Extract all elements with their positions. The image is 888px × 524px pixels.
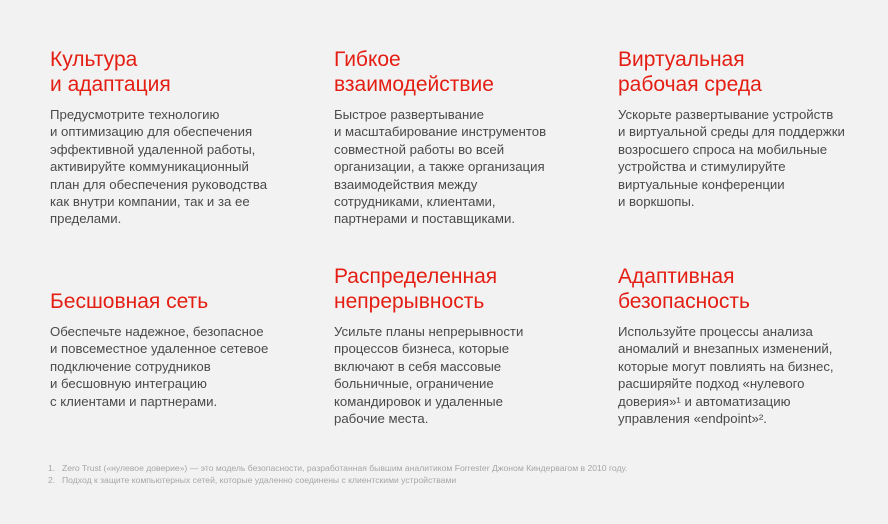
card-description: Используйте процессы анализа аномалий и внезапных изменений, которые могут повлиять на бизнес, расширяйте подход «нулевого доверия»¹ и автоматизацию управления «endpoint»². [618, 324, 834, 427]
card-description: Усильте планы непрерывности процессов бизнеса, которые включают в себя массовые больничные, ограничение командировок и удаленные рабочие места. [334, 324, 524, 427]
card-title: Культура и адаптация [50, 48, 171, 96]
card-title: Адаптивная безопасность [618, 265, 750, 313]
card-adaptive-security [618, 264, 868, 427]
card-description: Ускорьте развертывание устройств и виртуальной среды для поддержки возросшего спроса на мобильные устройства и стимулируйте виртуальные конференции и воркшопы. [618, 107, 845, 210]
card-virtual-workspace [618, 47, 868, 210]
card-title: Распределенная непрерывность [334, 265, 498, 313]
footnote-text: Подход к защите компьютерных сетей, которые удаленно соединены с клиентскими устройствами [62, 475, 457, 485]
card-title: Виртуальная рабочая среда [618, 48, 762, 96]
footnotes [48, 462, 848, 486]
card-flexible-collaboration [334, 47, 584, 228]
card-title: Бесшовная сеть [50, 290, 209, 313]
footnote-number: 1. [48, 463, 56, 473]
card-culture-adaptation [50, 47, 300, 228]
footnote-1 [48, 462, 848, 474]
card-description: Быстрое развертывание и масштабирование инструментов совместной работы во всей организации, а также организация взаимодействия между сотрудниками, клиентами, партнерами и поставщиками. [334, 107, 547, 227]
card-description: Предусмотрите технологию и оптимизацию для обеспечения эффективной удаленной работы, активируйте коммуникационный план для обеспечения руководства как внутри компании, так и за ее пределами. [50, 107, 268, 227]
card-title: Гибкое взаимодействие [334, 48, 494, 96]
card-distributed-continuity [334, 264, 584, 427]
footnote-text: Zero Trust («нулевое доверие») — это модель безопасности, разработанная бывшим аналитиком Forrester Джоном Киндервагом в 2010 году. [62, 463, 628, 473]
card-seamless-network [50, 289, 300, 410]
footnote-2 [48, 474, 848, 486]
card-description: Обеспечьте надежное, безопасное и повсеместное удаленное сетевое подключение сотрудников и бесшовную интеграцию с клиентами и партнерами. [50, 324, 269, 409]
footnote-number: 2. [48, 475, 56, 485]
